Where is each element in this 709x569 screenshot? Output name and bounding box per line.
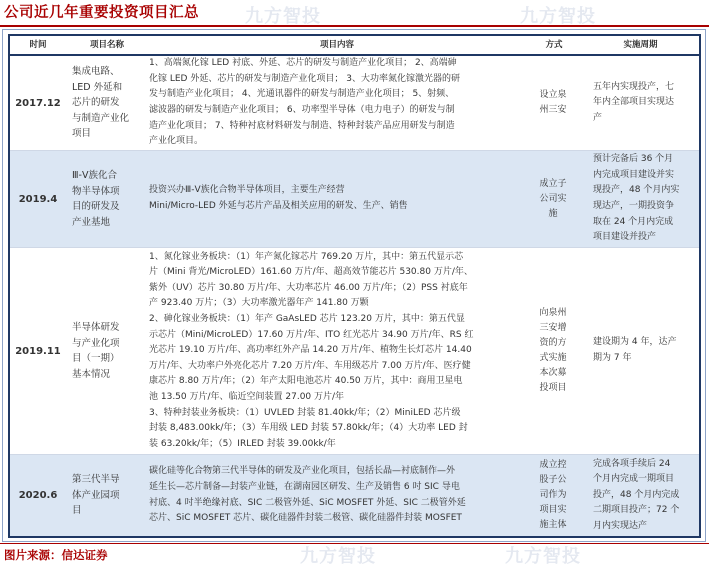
header-method: 方式: [545, 40, 563, 50]
table-row: [10, 151, 699, 248]
row-period: 五年内实现投产，七 年内全部项目实现达 产: [593, 81, 675, 123]
title-rule: [0, 25, 709, 27]
row-name: 第三代半导 体产业园项 目: [72, 474, 120, 517]
row-name: 集成电路、 LED 外延和 芯片的研发 与制造产业化 项目: [72, 66, 130, 140]
table-row: [10, 455, 699, 538]
row-method: 成立控 股子公 司作为 项目实 施主体: [539, 460, 567, 530]
row-content: 碳化硅等化合物第三代半导体的研发及产业化项目，包括长晶—衬底制作—外 延生长—芯片制备—封装产业链，在湖南园区研发、生产及销售 6 吋 SIC 导电 衬底、4 吋半绝缘衬底、SIC 二极管外延、SiC MOSFET 外延、SIC 二极管外延 芯片、SiC MOSFET 芯片、碳化硅器件封装二极管、碳化硅器件封装 MOSFET: [149, 466, 466, 524]
row-period: 预计完备后 36 个月 内完成项目建设并实 现投产，48 个月内实 现达产，一期投资争 取在 24 个月内完成 项目建设并投产: [593, 154, 680, 243]
row-method: 向泉州 三安增 资的方 式实施 本次募 投项目: [539, 308, 567, 393]
row-content: 1、氮化镓业务板块：（1）年产氮化镓芯片 769.20 万片，其中：第五代显示芯 片（Mini 背光/MicroLED）161.60 万片/年、超高效节能芯片 530.80 万片/年、 紫外（UV）芯片 30.80 万片/年、大功率芯片 46.00 万片/年；（2）PSS 衬底年 产 923.40 万片；（3）大功率激光器年产 141.80 万颗 2、砷化镓业务板块：（1）年产 GaAsLED 芯片 123.20 万片，其中：第五代显 示芯片（Mini/MicroLED）17.60 万片/年、ITO 红光芯片 34.90 万片/年、RS 红 光芯片 19.10 万片/年、高功率红外产品 14.20 万片/年、植物生长灯芯片 14.40 万片/年、大功率户外亮化芯片 7.20 万片/年、车用级芯片 7.00 万片/年、医疗健 康芯片 8.80 万片/年；（2）年产太阳电池芯片 40.50 万片，其中：商用卫星电 池 13.50 万片/年、临近空间装置 27.00 万片/年 3、特种封装业务板块：（1）UVLED 封装 81.40kk/年；（2）MiniLED 芯片级 封装 8,483.00kk/年；（3）车用级 LED 封装 57.80kk/年；（4）大功率 LED 封 装 63.20kk/年；（5）IRLED 封装 39.00kk/年: [149, 251, 474, 449]
row-date: 2020.6: [18, 490, 58, 501]
figure-title: 公司近几年重要投资项目汇总: [4, 5, 199, 21]
row-date: 2017.12: [15, 97, 61, 109]
watermark: 九方智投: [300, 546, 376, 567]
watermark: 九方智投: [520, 6, 596, 27]
row-period: 建设期为 4 年，达产 期为 7 年: [593, 337, 677, 363]
watermark: 九方智投: [245, 6, 321, 27]
figure-source: 图片来源：信达证券: [4, 548, 108, 562]
row-content: 1、高端氮化镓 LED 衬底、外延、芯片的研发与制造产业化项目； 2、高端砷 化镓 LED 外延、芯片的研发与制造产业化项目； 3、大功率氮化镓激光器的研 发与制造产业化项目； 4、光通讯器件的研发与制造产业化项目； 5、射频、 滤波器的研发与制造产业化项目； 6、功率型半导体（电力电子）的研发与制 造产业化项目； 7、特种衬底材料研发与制造、特种封装产品应用研发与制造 产业化项目。: [149, 58, 460, 147]
header-name: 项目名称: [89, 40, 124, 50]
row-method: 设立泉 州三安: [539, 90, 567, 115]
row-name: 半导体研发 与产业化项 目（一期） 基本情况: [72, 322, 120, 380]
table-row: [10, 56, 699, 151]
row-period: 完成各项手续后 24 个月内完成一期项目 投产，48 个月内完成 二期项目投产；72 个 月内实现达产: [593, 458, 680, 531]
row-content: 投资兴办Ⅲ-Ⅴ族化合物半导体项目，主要生产经营 Mini/Micro-LED 外延与芯片产品及相关应用的研发、生产、销售: [149, 185, 408, 211]
source-rule: [0, 543, 709, 544]
row-date: 2019.4: [18, 193, 58, 205]
row-method: 成立子 公司实 施: [539, 178, 567, 219]
header-content: 项目内容: [319, 40, 354, 50]
header-period: 实施周期: [623, 40, 658, 50]
header-date: 时间: [29, 40, 47, 50]
table-header: [10, 34, 699, 56]
row-name: Ⅲ-Ⅴ族化合 物半导体项 目的研发及 产业基地: [72, 170, 120, 228]
table-row: [10, 248, 699, 455]
row-date: 2019.11: [15, 345, 61, 357]
watermark: 九方智投: [505, 546, 581, 567]
